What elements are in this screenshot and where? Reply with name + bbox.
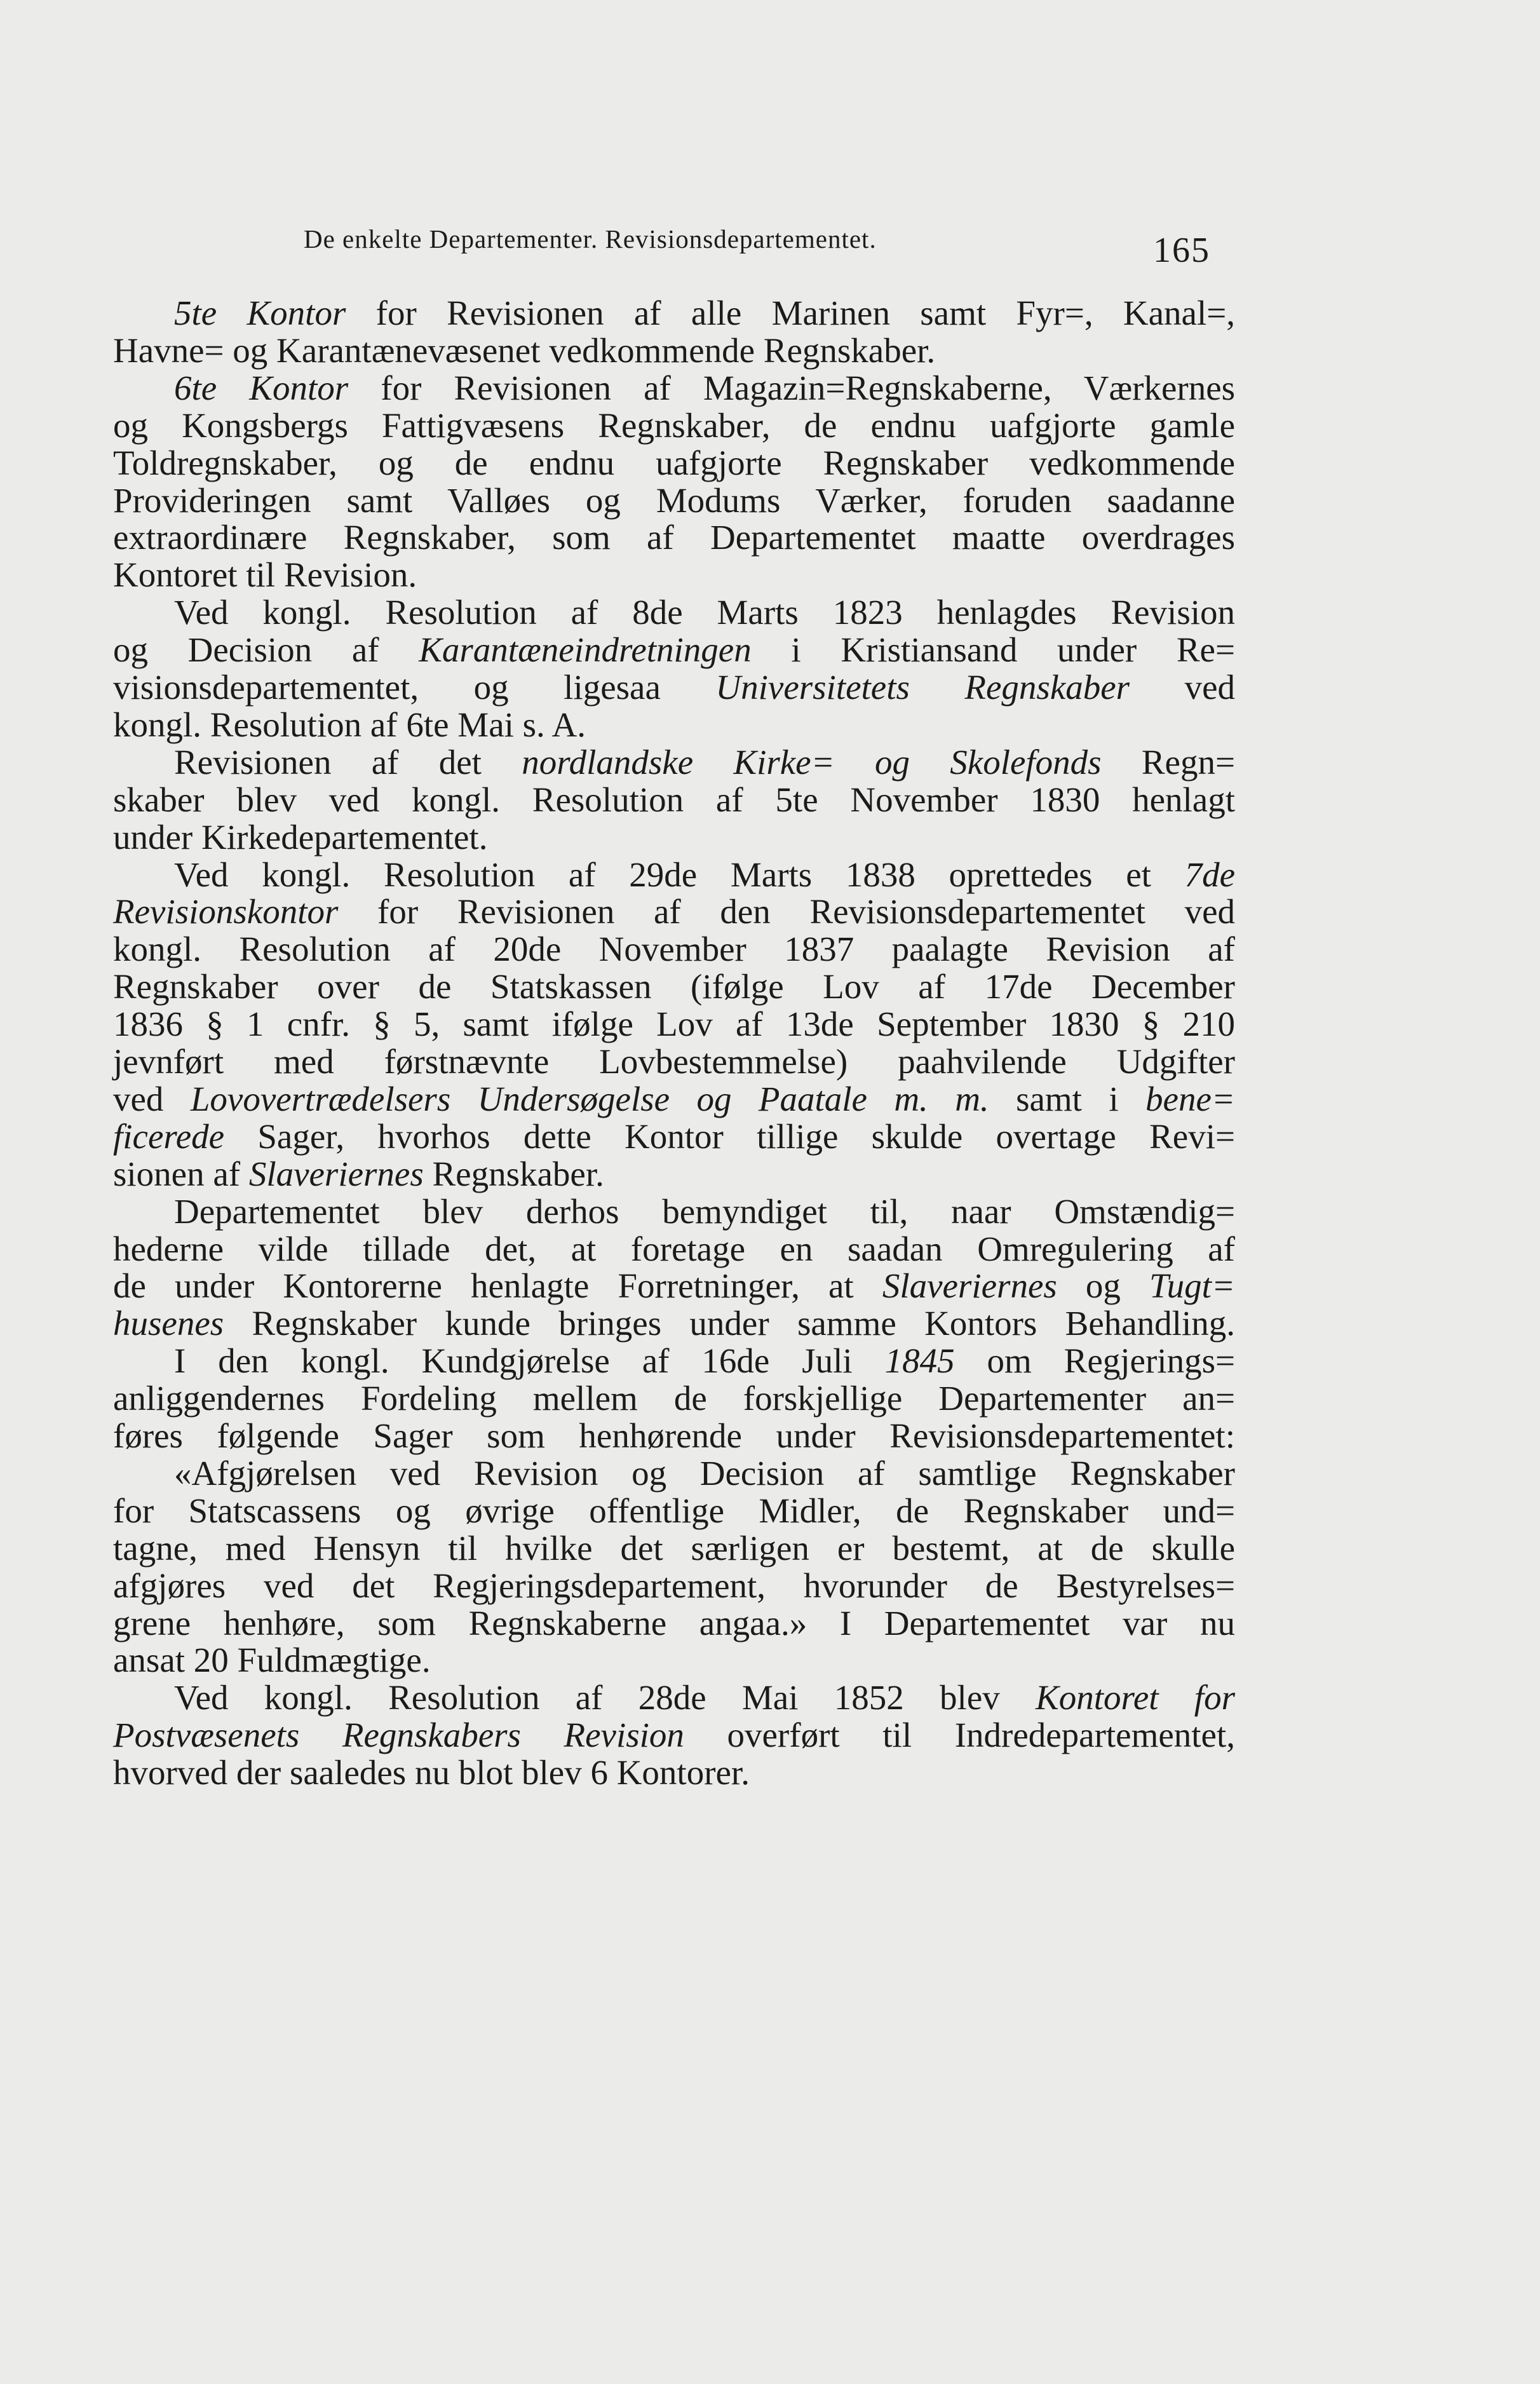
text-run: og Decision af — [113, 630, 419, 669]
text-run: kongl. Resolution af 6te Mai s. A. — [113, 705, 586, 744]
text-run: føres følgende Sager som henhørende under Revisionsdepartementet: — [113, 1416, 1235, 1455]
text-run: under Kirkedepartementet. — [113, 818, 488, 857]
text-run: og — [1057, 1266, 1150, 1305]
text-run: samt i — [989, 1080, 1146, 1118]
italic-text: Revisionskontor — [113, 892, 339, 931]
text-run: Regn= — [1101, 743, 1235, 782]
italic-text: Universitetets Regnskaber — [715, 668, 1130, 707]
italic-text: Slaveriernes — [248, 1155, 424, 1193]
text-run: Provideringen samt Valløes og Modums Værker, foruden saadanne — [113, 481, 1235, 520]
text-line — [113, 1751, 1235, 1795]
text-run: Havne= og Karantænevæsenet vedkommende Regnskaber. — [113, 331, 936, 370]
italic-text: 1845 — [884, 1341, 955, 1380]
italic-text: Karantæneindretningen — [419, 630, 752, 669]
italic-text: Postvæsenets Regnskabers Revision — [113, 1716, 684, 1754]
italic-text: 7de — [1184, 855, 1235, 894]
text-run: Ved kongl. Resolution af 8de Marts 1823 henlagdes Revision — [174, 593, 1235, 632]
text-run: kongl. Resolution af 20de November 1837 paalagte Revision af — [113, 930, 1235, 968]
text-run: for Statscassens og øvrige offentlige Midler, de Regnskaber und= — [113, 1491, 1235, 1530]
text-run: ansat 20 Fuldmægtige. — [113, 1641, 431, 1679]
text-run: «Afgjørelsen ved Revision og Decision af samtlige Regnskaber — [174, 1454, 1235, 1493]
italic-text: bene= — [1145, 1080, 1235, 1118]
italic-text: Lovovertrædelsers Undersøgelse og Paatale m. m. — [190, 1080, 989, 1118]
text-run: I den kongl. Kundgjørelse af 16de Juli — [174, 1341, 885, 1380]
text-run: afgjøres ved det Regjeringsdepartement, hvorunder de Bestyrelses= — [113, 1566, 1235, 1605]
italic-text: Slaveriernes — [882, 1266, 1057, 1305]
text-run: grene henhøre, som Regnskaberne angaa.» I Departementet var nu — [113, 1604, 1235, 1642]
text-run: hederne vilde tillade det, at foretage en saadan Omregulering af — [113, 1229, 1235, 1268]
text-run: ved — [113, 1080, 191, 1118]
text-run: skaber blev ved kongl. Resolution af 5te November 1830 henlagt — [113, 780, 1235, 819]
italic-text: nordlandske Kirke= og Skolefonds — [522, 743, 1102, 782]
text-run: Regnskaber. — [423, 1155, 604, 1193]
text-run: Regnskaber kunde bringes under samme Kontors Behandling. — [224, 1304, 1235, 1343]
text-run: de under Kontorerne henlagte Forretninger, at — [113, 1266, 882, 1305]
text-run: overført til Indredepartementet, — [684, 1716, 1235, 1754]
text-run: Ved kongl. Resolution af 28de Mai 1852 blev — [174, 1678, 1036, 1717]
text-run: jevnført med førstnævnte Lovbestemmelse) paahvilende Udgifter — [113, 1042, 1235, 1081]
italic-text: husenes — [113, 1304, 224, 1343]
text-run: tagne, med Hensyn til hvilke det særligen er bestemt, at de skulle — [113, 1529, 1235, 1568]
text-run: for Revisionen af alle Marinen samt Fyr=, Kanal=, — [346, 294, 1235, 332]
text-run: Kontoret til Revision. — [113, 555, 417, 594]
italic-text: 5te Kontor — [174, 294, 346, 332]
text-run: Regnskaber over de Statskassen (ifølge Lov af 17de December — [113, 967, 1235, 1006]
running-head: De enkelte Departementer. Revisionsdepartementet. — [304, 224, 877, 254]
text-run: Ved kongl. Resolution af 29de Marts 1838 oprettedes et — [174, 855, 1185, 894]
text-run: Revisionen af det — [174, 743, 522, 782]
italic-text: ficerede — [113, 1117, 225, 1156]
text-run: visionsdepartementet, og ligesaa — [113, 668, 716, 707]
text-run: 1836 § 1 cnfr. § 5, samt ifølge Lov af 13de September 1830 § 210 — [113, 1005, 1235, 1043]
text-run: om Regjerings= — [954, 1341, 1235, 1380]
text-run: extraordinære Regnskaber, som af Departementet maatte overdrages — [113, 518, 1235, 557]
page-number: 165 — [1153, 231, 1210, 270]
italic-text: Kontoret for — [1036, 1678, 1235, 1717]
text-run: Toldregnskaber, og de endnu uafgjorte Regnskaber vedkommende — [113, 444, 1235, 482]
italic-text: Tugt= — [1149, 1266, 1235, 1305]
text-run: for Revisionen af den Revisionsdepartementet ved — [338, 892, 1235, 931]
text-run: og Kongsbergs Fattigvæsens Regnskaber, de endnu uafgjorte gamle — [113, 406, 1235, 445]
italic-text: 6te Kontor — [174, 369, 349, 407]
text-run: Departementet blev derhos bemyndiget til, naar Omstændig= — [174, 1192, 1235, 1231]
text-run: sionen af — [113, 1155, 249, 1193]
text-run: i Kristiansand under Re= — [751, 630, 1235, 669]
text-run: Sager, hvorhos dette Kontor tillige skulde overtage Revi= — [224, 1117, 1235, 1156]
text-run: anliggendernes Fordeling mellem de forskjellige Departementer an= — [113, 1379, 1235, 1418]
text-run: hvorved der saaledes nu blot blev 6 Kontorer. — [113, 1753, 750, 1792]
text-run: for Revisionen af Magazin=Regnskaberne, Værkernes — [348, 369, 1236, 407]
text-run: ved — [1130, 668, 1235, 707]
